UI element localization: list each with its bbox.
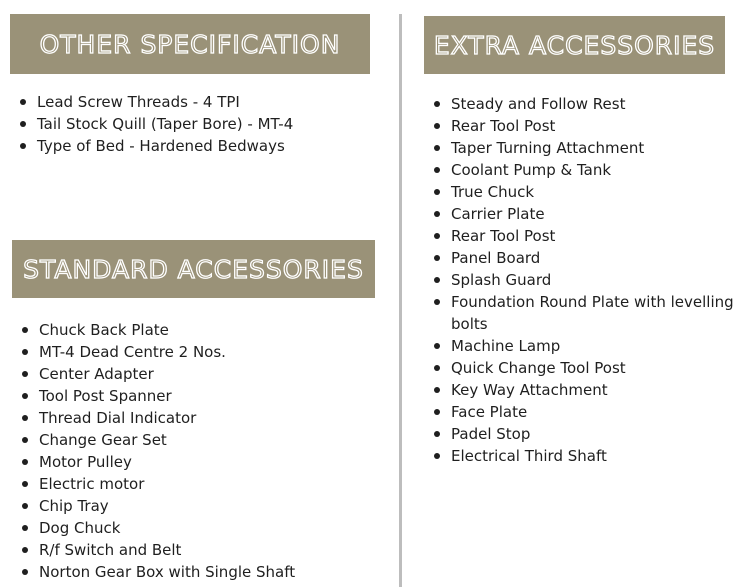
list-item: Norton Gear Box with Single Shaft (22, 561, 392, 583)
list-item: Splash Guard (434, 269, 734, 291)
list-item: Motor Pulley (22, 451, 392, 473)
list-item: Steady and Follow Rest (434, 93, 734, 115)
standard-accessories-list (22, 319, 392, 583)
list-item: Rear Tool Post (434, 225, 734, 247)
list-item: True Chuck (434, 181, 734, 203)
list-item: Tool Post Spanner (22, 385, 392, 407)
list-item: Quick Change Tool Post (434, 357, 734, 379)
list-item: Chuck Back Plate (22, 319, 392, 341)
list-item: Coolant Pump & Tank (434, 159, 734, 181)
list-item: Thread Dial Indicator (22, 407, 392, 429)
list-item: Key Way Attachment (434, 379, 734, 401)
list-item: Center Adapter (22, 363, 392, 385)
list-item: Lead Screw Threads - 4 TPI (20, 91, 390, 113)
extra-accessories-title: EXTRA ACCESSORIES (433, 30, 716, 60)
column-divider (399, 14, 402, 587)
list-item: Electrical Third Shaft (434, 445, 734, 467)
other-specification-list (20, 91, 390, 157)
list-item: Tail Stock Quill (Taper Bore) - MT-4 (20, 113, 390, 135)
extra-accessories-list (434, 93, 734, 467)
other-specification-title: OTHER SPECIFICATION (39, 29, 341, 59)
extra-accessories-banner (424, 16, 725, 74)
list-item: Taper Turning Attachment (434, 137, 734, 159)
standard-accessories-title: STANDARD ACCESSORIES (23, 254, 364, 284)
list-item: Change Gear Set (22, 429, 392, 451)
list-item: Face Plate (434, 401, 734, 423)
list-item: Rear Tool Post (434, 115, 734, 137)
list-item: R/f Switch and Belt (22, 539, 392, 561)
other-specification-banner (10, 14, 370, 74)
list-item: Foundation Round Plate with levelling bolts (434, 291, 734, 335)
list-item: Padel Stop (434, 423, 734, 445)
list-item: Machine Lamp (434, 335, 734, 357)
list-item: Electric motor (22, 473, 392, 495)
list-item: Panel Board (434, 247, 734, 269)
list-item: Chip Tray (22, 495, 392, 517)
list-item: Type of Bed - Hardened Bedways (20, 135, 390, 157)
list-item: Dog Chuck (22, 517, 392, 539)
standard-accessories-banner (12, 240, 375, 298)
list-item: Carrier Plate (434, 203, 734, 225)
list-item: MT-4 Dead Centre 2 Nos. (22, 341, 392, 363)
